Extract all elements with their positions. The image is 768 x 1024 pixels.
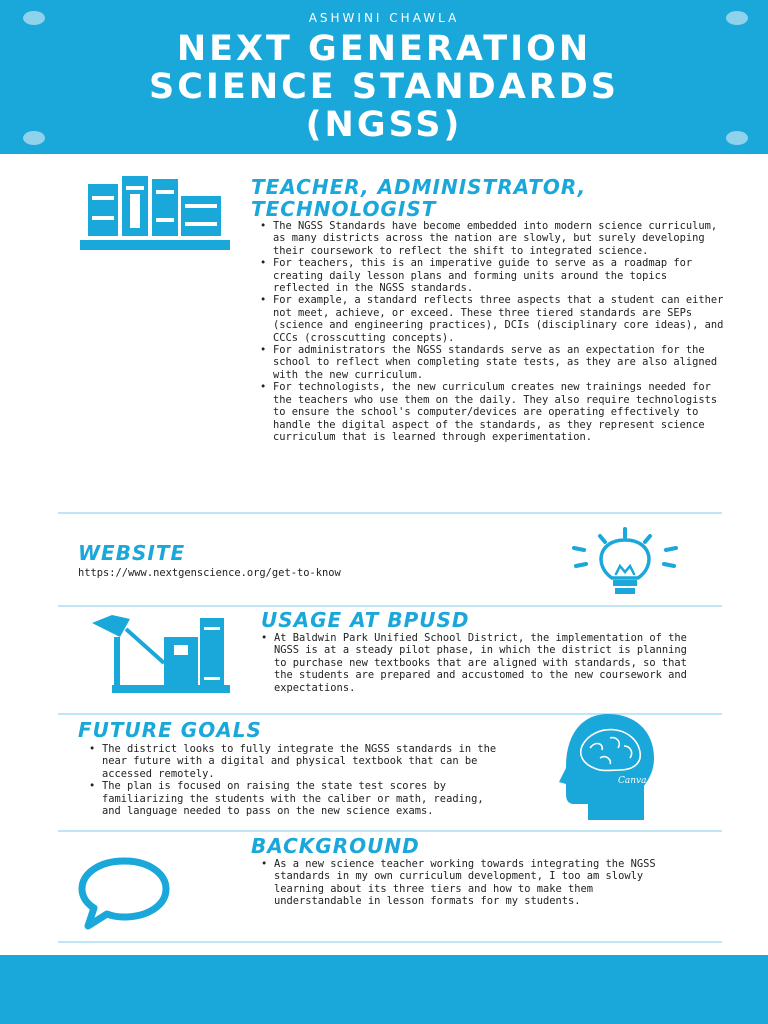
lightbulb-icon [572, 526, 682, 596]
roles-heading-line: TECHNOLOGIST [251, 197, 437, 221]
list-item: • For administrators the NGSS standards serve as an expectation for the school to reflect when completing state tests, as they are also aligned with the new curriculum. [257, 344, 725, 381]
website-heading: WEBSITE [78, 541, 186, 565]
page-title-line: SCIENCE STANDARDS [149, 67, 619, 107]
roles-bullet-list [257, 220, 725, 443]
list-item: • As a new science teacher working towards integrating the NGSS standards in my own curriculum development, I too am slowly learning about its three tiers and how to make them understandable in lesson formats for my students. [258, 858, 668, 908]
background-heading: BACKGROUND [251, 834, 420, 858]
future-goals-heading: FUTURE GOALS [78, 718, 262, 742]
list-item: • For teachers, this is an imperative guide to serve as a roadmap for creating daily lesson plans and forming units around the topics reflected in the NGSS standards. [257, 257, 725, 294]
footer-banner [0, 955, 768, 1024]
section-divider [58, 941, 722, 943]
section-divider [58, 605, 722, 607]
list-item: • For technologists, the new curriculum creates new trainings needed for the teachers who use them on the daily. They also require technologists to ensure the school's computer/devices are operating effectively to handle the digital aspect of the standards, as they represent science curriculum that is learned through experimentation. [257, 381, 725, 443]
brain-head-icon [558, 712, 660, 824]
background-bullet-list [258, 858, 668, 908]
page-title-line: (NGSS) [305, 105, 463, 145]
list-item: • The NGSS Standards have become embedded into modern science curriculum, as many districts across the nation are slowly, but surely developing their coursework to reflect the shift to integrated science. [257, 220, 725, 257]
list-item: • At Baldwin Park Unified School District, the implementation of the NGSS is at a steady pilot phase, in which the district is planning to purchase new textbooks that are aligned with standards, so that the students are prepared and accustomed to the new coursework and expectations. [258, 632, 688, 694]
list-item: • The district looks to fully integrate the NGSS standards in the near future with a digital and physical textbook that can be accessed remotely. [86, 743, 506, 780]
list-item: • For example, a standard reflects three aspects that a student can either not meet, achieve, or exceed. These three tiered standards are SEPs (science and engineering practices), DCIs (disciplinary core ideas), and CCCs (crosscutting concepts). [257, 294, 725, 344]
section-divider [58, 512, 722, 514]
speech-bubble-icon [76, 856, 172, 934]
roles-heading [251, 176, 586, 220]
roles-heading-line: TEACHER, ADMINISTRATOR, [251, 175, 587, 199]
desk-lamp-books-icon [92, 615, 237, 695]
section-divider [58, 830, 722, 832]
usage-heading: USAGE AT BPUSD [261, 608, 470, 632]
books-on-shelf-icon [80, 174, 230, 252]
canva-watermark: Canva [618, 776, 647, 786]
header-banner [0, 0, 768, 154]
page-title [0, 30, 768, 144]
usage-bullet-list [258, 632, 688, 694]
list-item: • The plan is focused on raising the state test scores by familiarizing the students with the caliber or math, reading, and language needed to pass on the new science exams. [86, 780, 506, 817]
website-url-link[interactable]: https://www.nextgenscience.org/get-to-know [78, 567, 341, 579]
author-name: ASHWINI CHAWLA [308, 11, 460, 25]
page-title-line: NEXT GENERATION [176, 29, 592, 69]
future-goals-bullet-list [86, 743, 506, 817]
